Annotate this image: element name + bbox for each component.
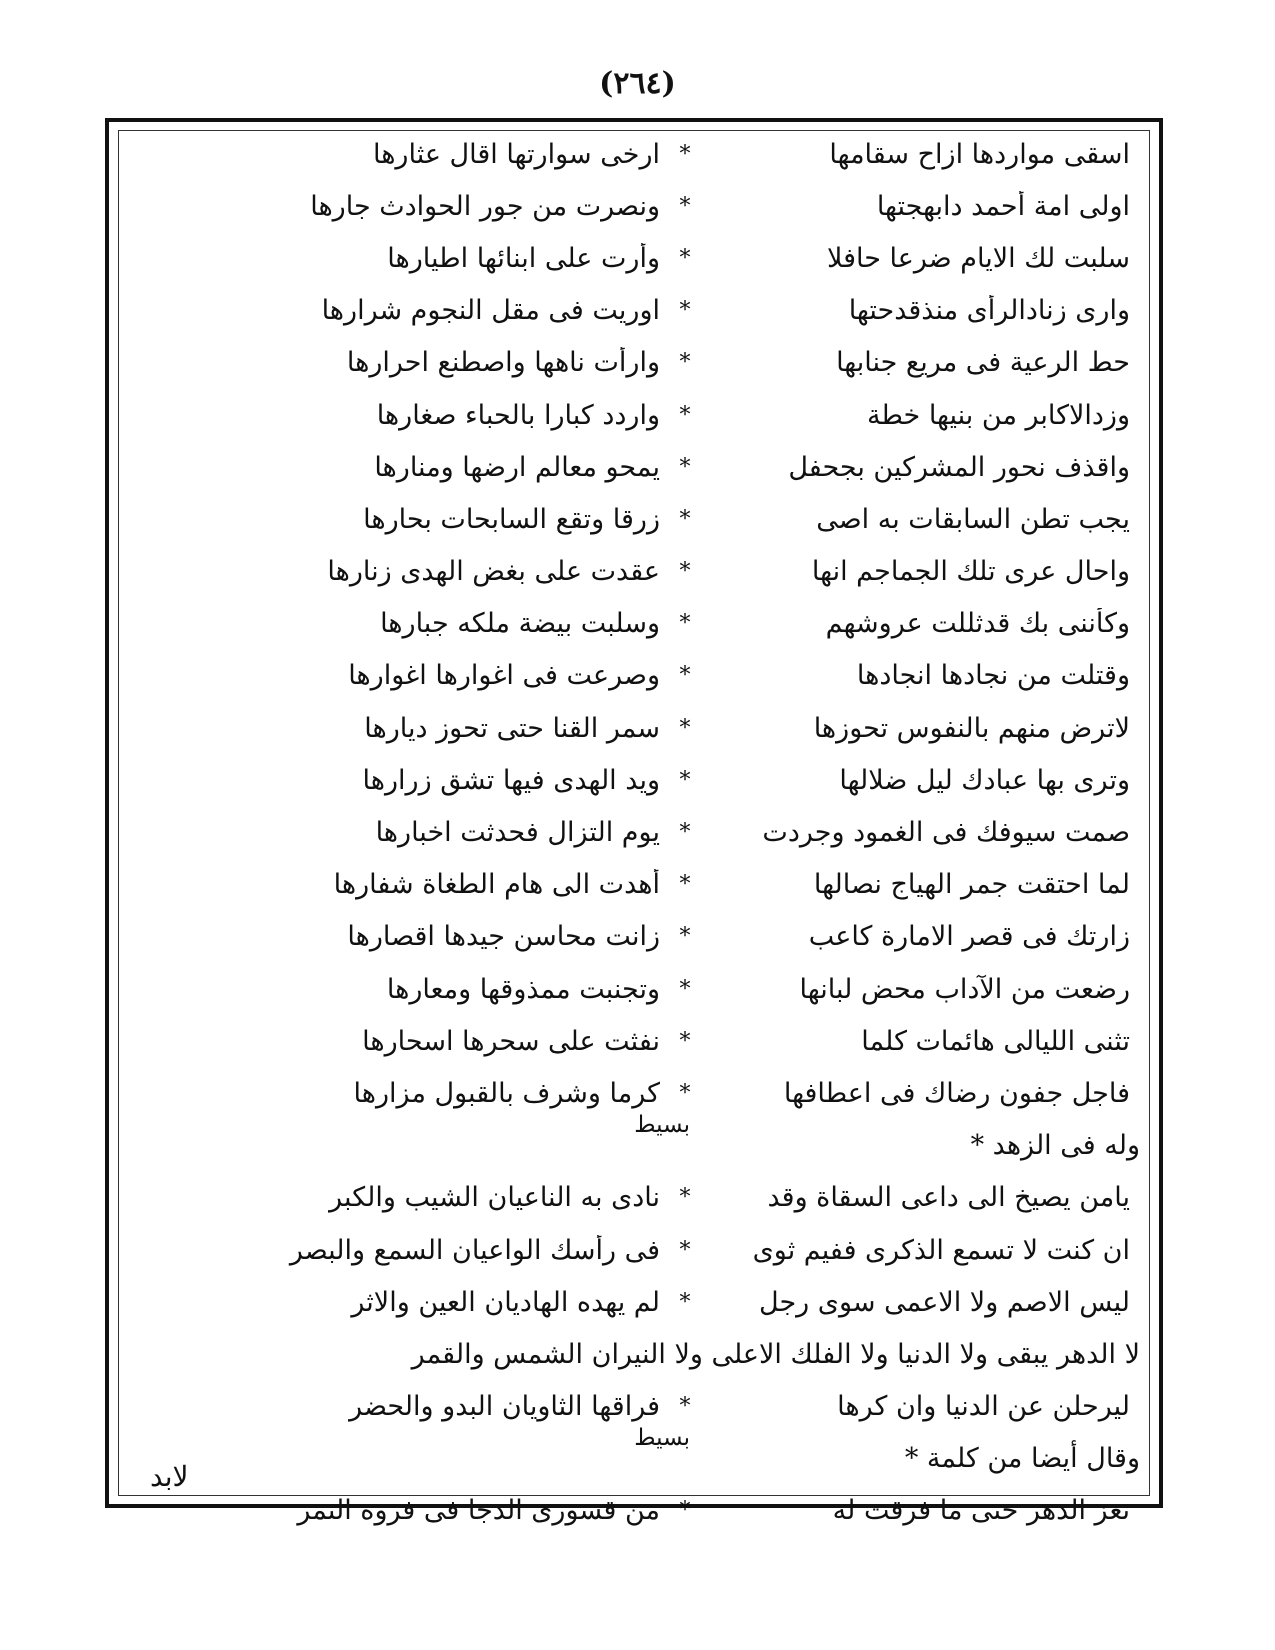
first-hemistich: وكأننى بك قدثللت عروشهم [825,608,1130,640]
verse-separator: * [679,924,691,950]
verse-separator: * [679,767,691,793]
verse-separator: * [679,611,691,637]
verse-separator: * [679,820,691,846]
verse-line [130,1276,1140,1328]
meter-label: بسيط [634,1424,690,1451]
first-hemistich: رضعت من الآداب محض لبانها [799,973,1130,1005]
first-hemistich: سلبت لك الايام ضرعا حافلا [827,242,1130,274]
verse-line [130,963,1140,1015]
second-hemistich: اوريت فى مقل النجوم شرارها [321,295,660,327]
second-hemistich: لم يهده الهاديان العين والاثر [351,1286,660,1318]
verse-line [130,806,1140,858]
poem-text [130,128,1140,1537]
verse-line [130,232,1140,284]
second-hemistich: زرقا وتقع السابحات بحارها [363,503,660,535]
verse-separator: * [679,663,691,689]
first-hemistich: لما احتقت جمر الهياج نصالها [813,869,1130,901]
verse-line [130,441,1140,493]
first-hemistich: ليس الاصم ولا الاعمى سوى رجل [759,1286,1130,1318]
verse-line-wide: لا الدهر يبقى ولا الدنيا ولا الفلك الاعلى ولا النيران الشمس والقمر [411,1338,1140,1370]
first-hemistich: وقتلت من نجادها انجادها [856,660,1130,692]
heading-text: وقال أيضا من كلمة * [904,1442,1140,1474]
verse-separator: * [679,1080,691,1106]
first-hemistich: صمت سيوفك فى الغمود وجردت [762,817,1130,849]
verse-separator: * [679,976,691,1002]
verse-separator: * [679,872,691,898]
first-hemistich: تعز الدهر حتى ما فرقت له [832,1495,1130,1527]
second-hemistich: وأرت على ابنائها اطيارها [387,242,660,274]
verse-line [130,337,1140,389]
verse-line [130,702,1140,754]
verse-separator: * [679,245,691,271]
section-heading-kalima [130,1424,1140,1485]
verse-separator: * [679,1028,691,1054]
second-hemistich: نادى به الناعيان الشيب والكبر [329,1182,660,1214]
second-hemistich: وصرعت فى اغوارها اغوارها [348,660,660,692]
verse-line [130,1485,1140,1537]
first-hemistich: واقذف نحور المشركين بجحفل [788,451,1130,483]
second-hemistich: نفثت على سحرها اسحارها [362,1025,660,1057]
first-hemistich: فاجل جفون رضاك فى اعطافها [783,1077,1130,1109]
verse-line [130,1172,1140,1224]
verse-line [130,389,1140,441]
first-hemistich: وزدالاكابر من بنيها خطة [866,399,1130,431]
poem-section-2 [130,1172,1140,1329]
second-hemistich: ويد الهدى فيها تشق زرارها [362,764,660,796]
first-hemistich: وارى زنادالرأى منذقدحتها [848,295,1130,327]
verse-line [130,546,1140,598]
catchword: لابد [150,1460,189,1493]
verse-separator: * [679,1185,691,1211]
first-hemistich: زارتك فى قصر الامارة كاعب [808,921,1130,953]
second-hemistich: ونصرت من جور الحوادث جارها [310,190,660,222]
second-hemistich: واردد كبارا بالحباء صغارها [376,399,660,431]
first-hemistich: ان كنت لا تسمع الذكرى ففيم ثوى [752,1234,1130,1266]
poem-section-1 [130,128,1140,1120]
verse-line [130,754,1140,806]
first-hemistich: اسقى مواردها ازاح سقامها [829,138,1130,170]
first-hemistich: تثنى الليالى هائمات كلما [861,1025,1130,1057]
first-hemistich: حط الرعية فى مريع جنابها [836,347,1130,379]
verse-line [130,1224,1140,1276]
verse-separator: * [679,506,691,532]
verse-line [130,285,1140,337]
verse-separator: * [679,350,691,376]
first-hemistich: وترى بها عبادك ليل ضلالها [839,764,1130,796]
verse-separator: * [679,193,691,219]
first-hemistich: لاترض منهم بالنفوس تحوزها [813,712,1130,744]
verse-line [130,650,1140,702]
second-hemistich: عقدت على بغض الهدى زنارها [327,556,660,588]
first-hemistich: اولى امة أحمد دابهجتها [876,190,1130,222]
first-hemistich: يامن يصيخ الى داعى السقاة وقد [767,1182,1130,1214]
verse-separator: * [679,1237,691,1263]
verse-separator: * [679,298,691,324]
section-heading-zuhd [130,1111,1140,1172]
verse-line [130,859,1140,911]
second-hemistich: سمر القنا حتى تحوز ديارها [364,712,660,744]
second-hemistich: يمحو معالم ارضها ومنارها [374,451,660,483]
page-number: (٢٦٤) [599,66,676,101]
verse-line [130,180,1140,232]
second-hemistich: زانت محاسن جيدها اقصارها [347,921,660,953]
verse-separator: * [679,1394,691,1420]
verse-separator: * [679,559,691,585]
verse-line [130,598,1140,650]
second-hemistich: ارخى سوارتها اقال عثارها [372,138,660,170]
first-hemistich: ليرحلن عن الدنيا وان كرها [837,1391,1130,1423]
second-hemistich: وتجنبت ممذوقها ومعارها [386,973,660,1005]
verse-line [130,1015,1140,1067]
verse-separator: * [679,402,691,428]
verse-separator: * [679,715,691,741]
second-hemistich: من قسورى الدجا فى فروة النمر [297,1495,660,1527]
second-hemistich: يوم التزال فحدثت اخبارها [375,817,660,849]
second-hemistich: فراقها الثاويان البدو والحضر [349,1391,660,1423]
second-hemistich: وسلبت بيضة ملكه جبارها [380,608,660,640]
heading-text: وله فى الزهد * [970,1129,1140,1161]
verse-separator: * [679,1289,691,1315]
meter-label: بسيط [634,1111,690,1138]
verse-line [130,911,1140,963]
verse-line [130,493,1140,545]
verse-separator: * [679,1498,691,1524]
first-hemistich: يجب تطن السابقات به اصى [816,503,1130,535]
second-hemistich: فى رأسك الواعيان السمع والبصر [289,1234,660,1266]
second-hemistich: وارأت ناهها واصطنع احرارها [346,347,660,379]
second-hemistich: أهدت الى هام الطغاة شفارها [333,869,660,901]
verse-separator: * [679,141,691,167]
first-hemistich: واحال عرى تلك الجماجم انها [811,556,1130,588]
verse-line [130,128,1140,180]
verse-separator: * [679,454,691,480]
second-hemistich: كرما وشرف بالقبول مزارها [353,1077,660,1109]
poem-section-4 [130,1485,1140,1537]
